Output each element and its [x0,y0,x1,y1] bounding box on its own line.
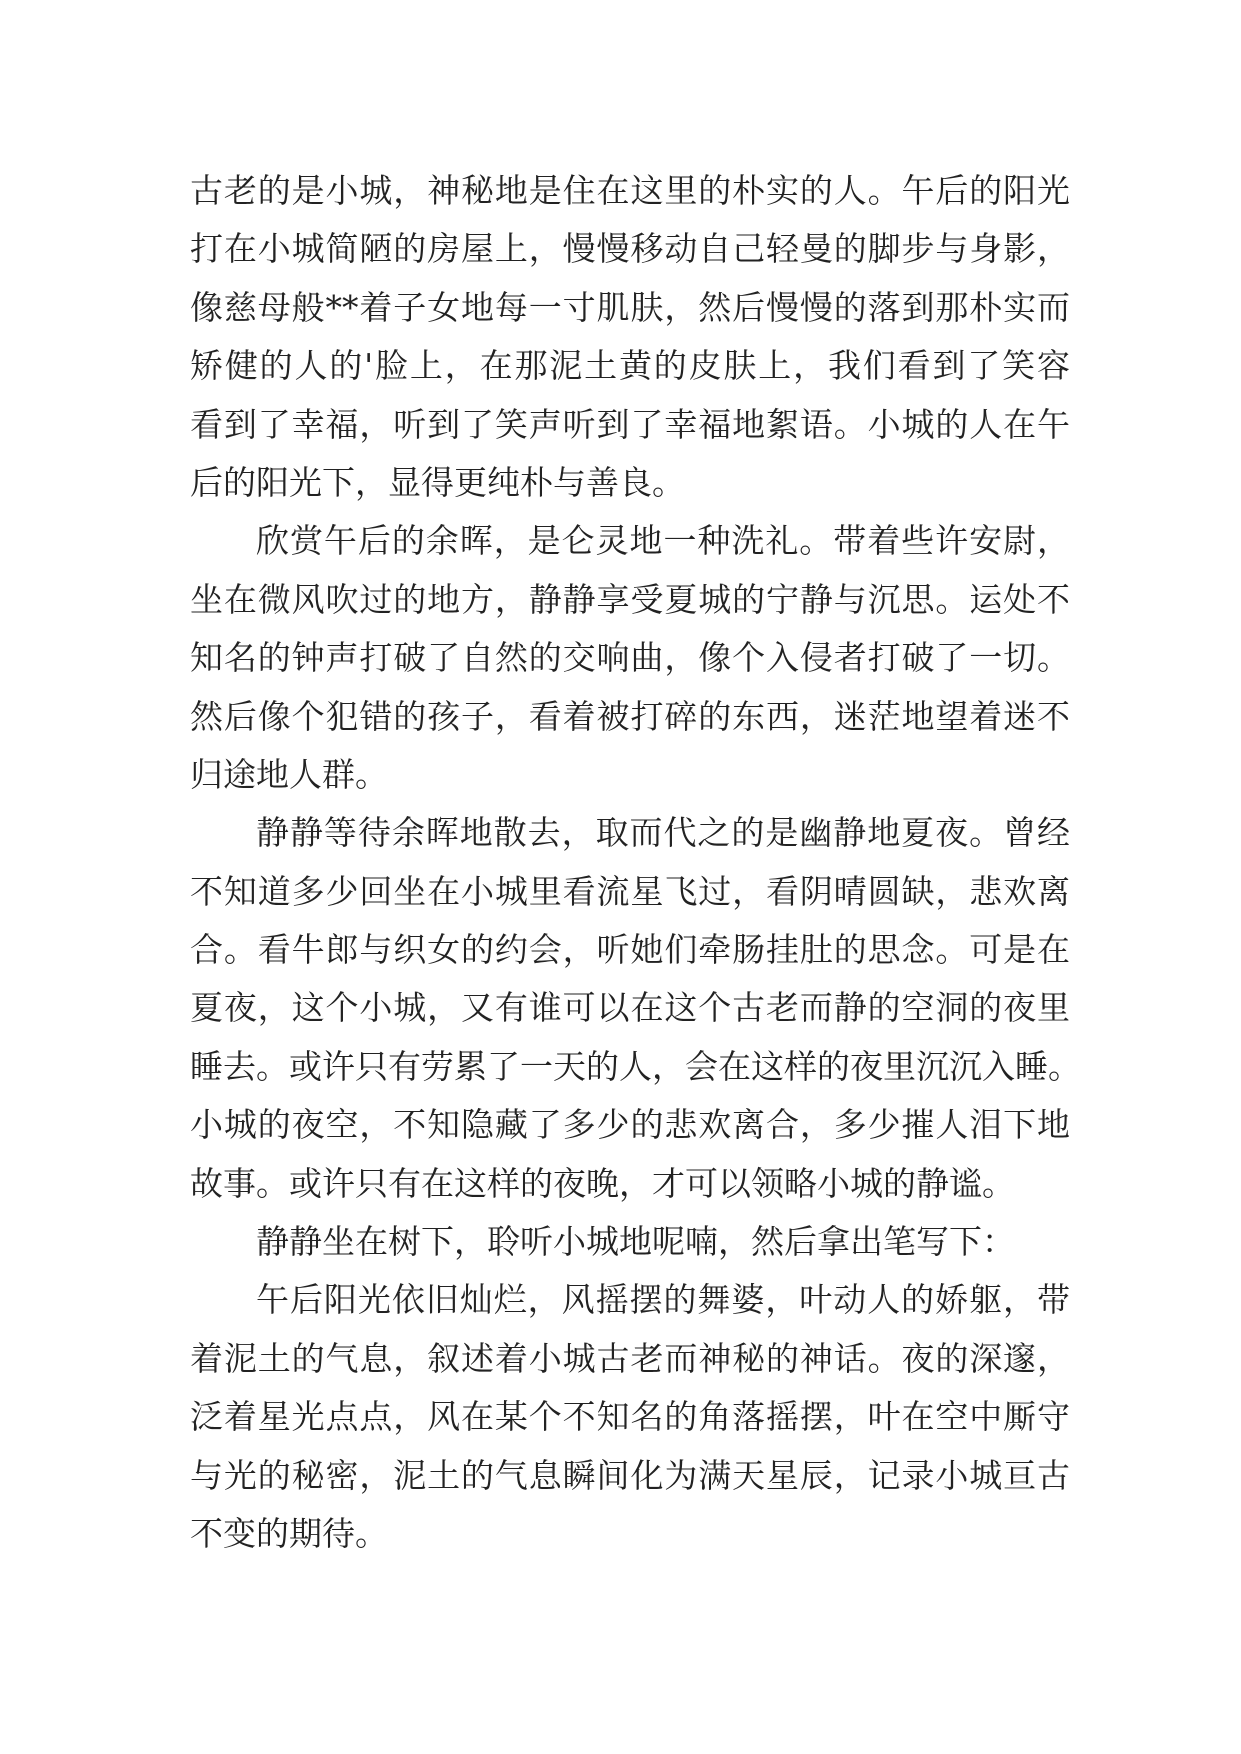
text-line: 坐在微风吹过的地方，静静享受夏城的宁静与沉思。运处不 [190,579,1070,619]
text-line: 午后阳光依旧灿烂，风摇摆的舞婆，叶动人的娇躯，带 [256,1280,1070,1320]
text-line: 归途地人群。 [190,754,388,794]
text-line: 合。看牛郎与织女的约会，听她们牵肠挂肚的思念。可是在 [190,930,1070,970]
text-line: 泛着星光点点，风在某个不知名的角落摇摆，叶在空中厮守 [190,1397,1070,1437]
text-line: 然后像个犯错的孩子，看着被打碎的东西，迷茫地望着迷不 [190,696,1070,736]
text-line: 知名的钟声打破了自然的交响曲，像个入侵者打破了一切。 [190,638,1070,678]
text-line: 静静坐在树下，聆听小城地呢喃，然后拿出笔写下： [256,1222,1015,1262]
paragraph [190,512,1070,804]
text-line: 打在小城简陋的房屋上，慢慢移动自己轻曼的脚步与身影， [190,229,1070,269]
text-line: 古老的是小城，神秘地是住在这里的朴实的人。午后的阳光 [190,171,1070,210]
text-line: 着泥土的气息，叙述着小城古老而神秘的神话。夜的深邃， [190,1338,1070,1378]
text-line: 静静等待余晖地散去，取而代之的是幽静地夏夜。曾经 [256,813,1070,853]
text-line: 后的阳光下，显得更纯朴与善良。 [190,462,685,502]
paragraph [190,162,1070,512]
text-line: 与光的秘密，泥土的气息瞬间化为满天星辰，记录小城亘古 [190,1455,1070,1495]
document-body [190,162,1081,1563]
text-line: 夏夜，这个小城，又有谁可以在这个古老而静的空洞的夜里 [190,988,1070,1028]
text-line: 小城的夜空，不知隐藏了多少的悲欢离合，多少摧人泪下地 [190,1105,1070,1145]
text-line: 睡去。或许只有劳累了一天的人，会在这样的夜里沉沉入睡。 [190,1046,1081,1086]
text-line: 不变的期待。 [190,1513,388,1553]
text-line: 欣赏午后的余晖，是仑灵地一种洗礼。带着些许安尉， [256,521,1070,561]
paragraph [190,804,1081,1213]
text-line: 故事。或许只有在这样的夜晚，才可以领略小城的静谧。 [190,1163,1015,1203]
paragraph [190,1271,1070,1563]
text-line: 像慈母般**着子女地每一寸肌肤，然后慢慢的落到那朴实而 [190,287,1070,327]
paragraph [190,1213,1070,1271]
text-line: 看到了幸福，听到了笑声听到了幸福地絮语。小城的人在午 [190,404,1070,444]
text-line: 矫健的人的'脸上，在那泥土黄的皮肤上，我们看到了笑容 [190,346,1070,386]
text-line: 不知道多少回坐在小城里看流星飞过，看阴晴圆缺，悲欢离 [190,871,1070,911]
